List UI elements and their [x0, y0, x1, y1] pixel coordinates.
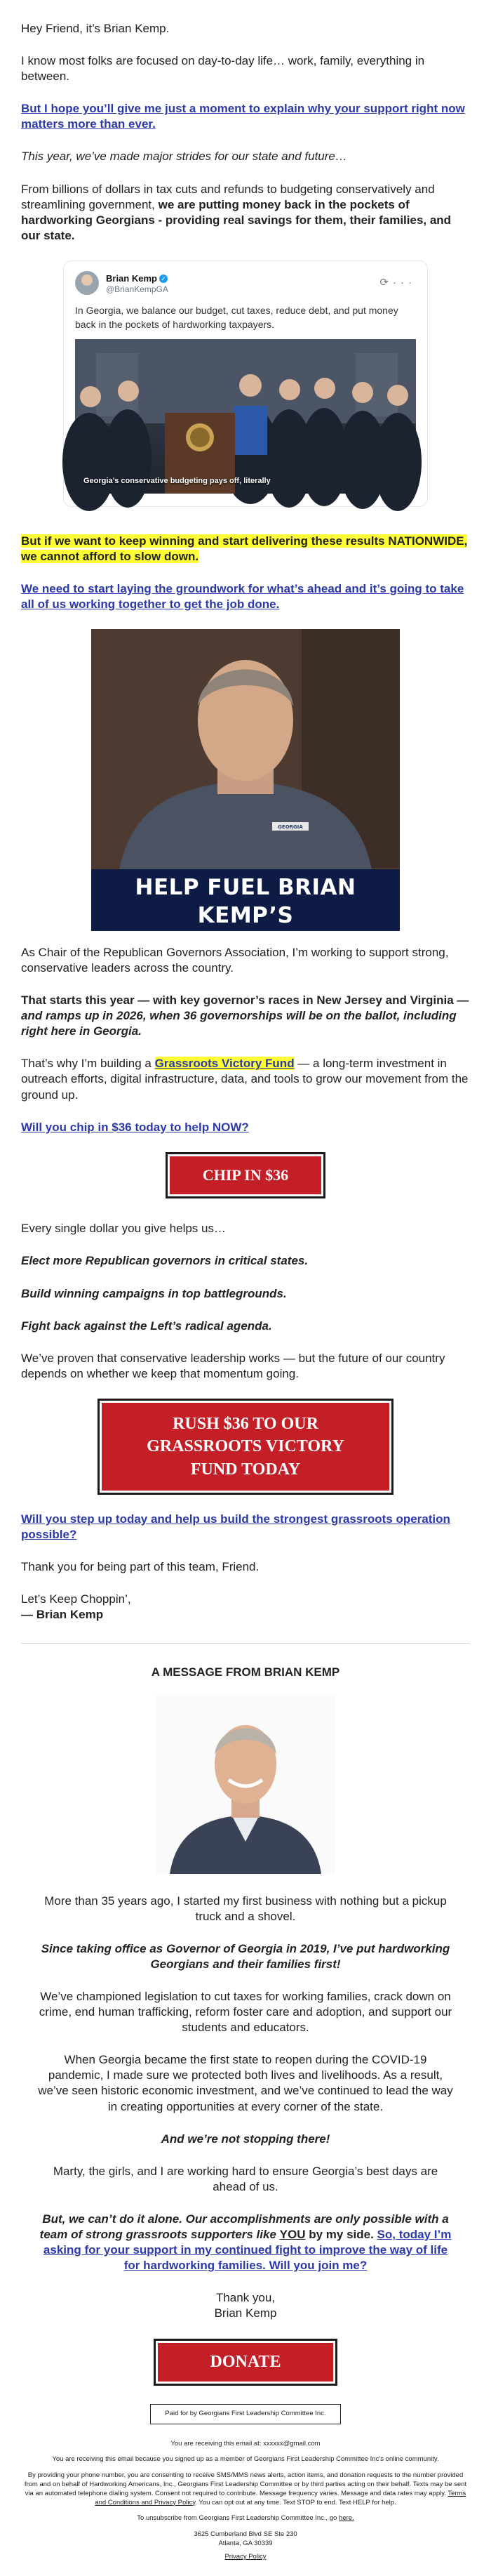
tweet-avatar [75, 271, 99, 295]
headshot-illustration [156, 1694, 335, 1874]
receiving-email-line: You are receiving this email at: xxxxxx@gmail.com [170, 2439, 321, 2448]
rush-button-label: RUSH $36 TO OUR GRASSROOTS VICTORY FUND TODAY [102, 1403, 389, 1491]
goal-2: Build winning campaigns in top battlegrounds. [21, 1286, 287, 1300]
chair-paragraph: As Chair of the Republican Governors Association, I’m working to support strong, conservative leaders across the country. [21, 945, 449, 975]
link-groundwork[interactable]: We need to start laying the groundwork for what’s ahead and it’s going to take all of us working together to get the job done. [21, 581, 464, 611]
tweet-author: Brian Kemp [106, 273, 157, 284]
tweet-photo-caption: Georgia’s conservative budgeting pays off, literally [83, 477, 271, 486]
thanks-text: Thank you for being part of this team, Friend. [21, 1560, 260, 1574]
building-paragraph [21, 1056, 470, 1102]
donate-button-label: DONATE [158, 2343, 333, 2382]
bio-5: And we’re not stopping there! [161, 2132, 330, 2146]
kemp-headshot [156, 1694, 335, 1874]
email-body [21, 0, 470, 2562]
sms-text: By providing your phone number, you are consenting to receive SMS/MMS news alerts, action items, and donation requests to the number provided from and on behalf of Hardworking Americans, Inc., Georgians First Leadership Committee or by third parties acting on their behalf. Texts may be sent via an automated telephone dialing system. Consent not required to contribute. Message frequency varies. Message and data rates may apply. [24, 2471, 467, 2497]
bio-1: More than 35 years ago, I started my first business with nothing but a pickup truck and a shovel. [44, 1894, 447, 1923]
starts-bold: That starts this year — with key governor’s races in New Jersey and Virginia [21, 993, 454, 1008]
bio-7-text: But, we can’t do it alone. Our accomplishments are only possible with a team of strong grassroots supporters like [39, 2212, 449, 2242]
sms-text-post: . You can opt out at any time. Text STOP to end. Text HELP for help. [195, 2498, 396, 2506]
press-conference-illustration [75, 339, 416, 494]
terms-privacy-link[interactable]: Terms and Conditions and Privacy Policy [95, 2489, 466, 2506]
rush-donate-button[interactable] [97, 1399, 394, 1495]
privacy-policy-link[interactable]: Privacy Policy [224, 2552, 267, 2561]
refresh-icon[interactable]: ⟳ [379, 277, 393, 289]
hero-text-band [91, 869, 400, 951]
address-line-1: 3625 Cumberland Blvd SE Ste 230 [194, 2530, 297, 2539]
billions-paragraph [21, 182, 470, 244]
goal-3: Fight back against the Left’s radical agenda. [21, 1319, 272, 1333]
hero-banner-image[interactable] [91, 629, 400, 951]
hero-subheadline: GRASSROOTS VICTORY FUND [119, 932, 372, 951]
bio-2: Since taking office as Governor of Georgia in 2019, I’ve put hardworking Georgians and their families first! [41, 1941, 450, 1971]
embedded-tweet[interactable] [63, 260, 428, 507]
bio-4: When Georgia became the first state to reopen during the COVID-19 pandemic, I made sure we protected both lives and livelihoods. As a result, we’ve seen historic economic investment, and we’ve continued to lead the way in creating opportunities at every corner of the state. [38, 2053, 453, 2113]
starts-paragraph [21, 993, 470, 1039]
signoff-text: Let’s Keep Choppin’, [21, 1592, 131, 1606]
link-chip-in[interactable]: Will you chip in $36 today to help NOW? [21, 1120, 249, 1134]
every-dollar-text: Every single dollar you give helps us… [21, 1222, 226, 1236]
verified-badge-icon: ✓ [159, 275, 168, 283]
starts-bold-italic: — and ramps up in 2026, when 36 governorships will be on the ballot, including right here in Georgia. [21, 993, 469, 1038]
intro-paragraph: I know most folks are focused on day-to-day life… work, family, everything in between. [21, 54, 425, 84]
strides-text: This year, we’ve made major strides for our state and future… [21, 150, 347, 164]
signature: — Brian Kemp [21, 1608, 104, 1622]
proven-paragraph: We’ve proven that conservative leadership works — but the future of our country depends on whether we keep that momentum going. [21, 1351, 445, 1380]
bio-7-you: YOU [279, 2228, 306, 2242]
tweet-handle: @BrianKempGA [106, 284, 168, 294]
goal-1: Elect more Republican governors in critical states. [21, 1254, 309, 1268]
sms-disclaimer [21, 2471, 470, 2507]
donate-button[interactable] [154, 2339, 337, 2386]
unsubscribe-text: To unsubscribe from Georgians First Leadership Committee Inc., go [137, 2514, 339, 2523]
billions-bold: we are putting money back in the pockets of hardworking Georgians - providing real savings for them, their families, and our state. [21, 197, 452, 242]
closing-thanks: Thank you, [215, 2291, 276, 2305]
billions-text: From billions of dollars in tax cuts and refunds to budgeting conservatively and streamlining government, [21, 182, 435, 211]
unsubscribe-line [21, 2514, 470, 2523]
building-text-pre: That’s why I’m building a [21, 1057, 155, 1071]
hero-headline: HELP FUEL BRIAN KEMP’S [135, 874, 356, 929]
closing-name: Brian Kemp [214, 2306, 277, 2320]
nationwide-highlight: But if we want to keep winning and start delivering these results NATIONWIDE, we cannot afford to slow down. [21, 534, 468, 563]
bio-7 [35, 2212, 456, 2273]
building-text-post: — a long-term investment in outreach efforts, digital infrastructure, data, and tools to grow our movement from the ground up. [21, 1057, 469, 1102]
bio-7-mid: by my side. [305, 2228, 377, 2242]
link-moment[interactable]: But I hope you’ll give me just a moment to explain why your support right now matters more than ever. [21, 102, 465, 131]
receiving-reason: You are receiving this email because you signed up as a member of Georgians First Leadership Committee Inc’s online community. [52, 2455, 439, 2464]
chip-in-button-label: CHIP IN $36 [170, 1156, 321, 1195]
tweet-text: In Georgia, we balance our budget, cut taxes, reduce debt, and put money back in the pockets of hardworking taxpayers. [75, 304, 398, 331]
message-title: A MESSAGE FROM BRIAN KEMP [151, 1665, 340, 1679]
bio-3: We’ve championed legislation to cut taxes for working families, crack down on crime, end human trafficking, reform foster care and adoption, and support our students and educators. [39, 1990, 452, 2035]
greeting: Hey Friend, it’s Brian Kemp. [21, 22, 170, 35]
link-victory-fund[interactable]: Grassroots Victory Fund [154, 1057, 295, 1071]
address-line-2: Atlanta, GA 30339 [218, 2539, 273, 2548]
link-step-up[interactable]: Will you step up today and help us build the strongest grassroots operation possible? [21, 1512, 450, 1542]
bio-6: Marty, the girls, and I are working hard to ensure Georgia’s best days are ahead of us. [53, 2164, 438, 2193]
section-divider [21, 1643, 470, 1644]
footer [21, 2404, 470, 2562]
link-join-me[interactable]: So, today I’m asking for your support in my continued fight to improve the way of life for hardworking families. Will you join me? [43, 2228, 452, 2273]
chip-in-button[interactable] [166, 1152, 325, 1199]
paid-for-box: Paid for by Georgians First Leadership Committee Inc. [150, 2404, 340, 2424]
more-icon[interactable]: ··· [393, 277, 416, 289]
unsubscribe-link[interactable]: here. [339, 2514, 354, 2523]
shirt-logo-text: GEORGIA [278, 824, 303, 830]
tweet-photo[interactable] [75, 339, 416, 494]
